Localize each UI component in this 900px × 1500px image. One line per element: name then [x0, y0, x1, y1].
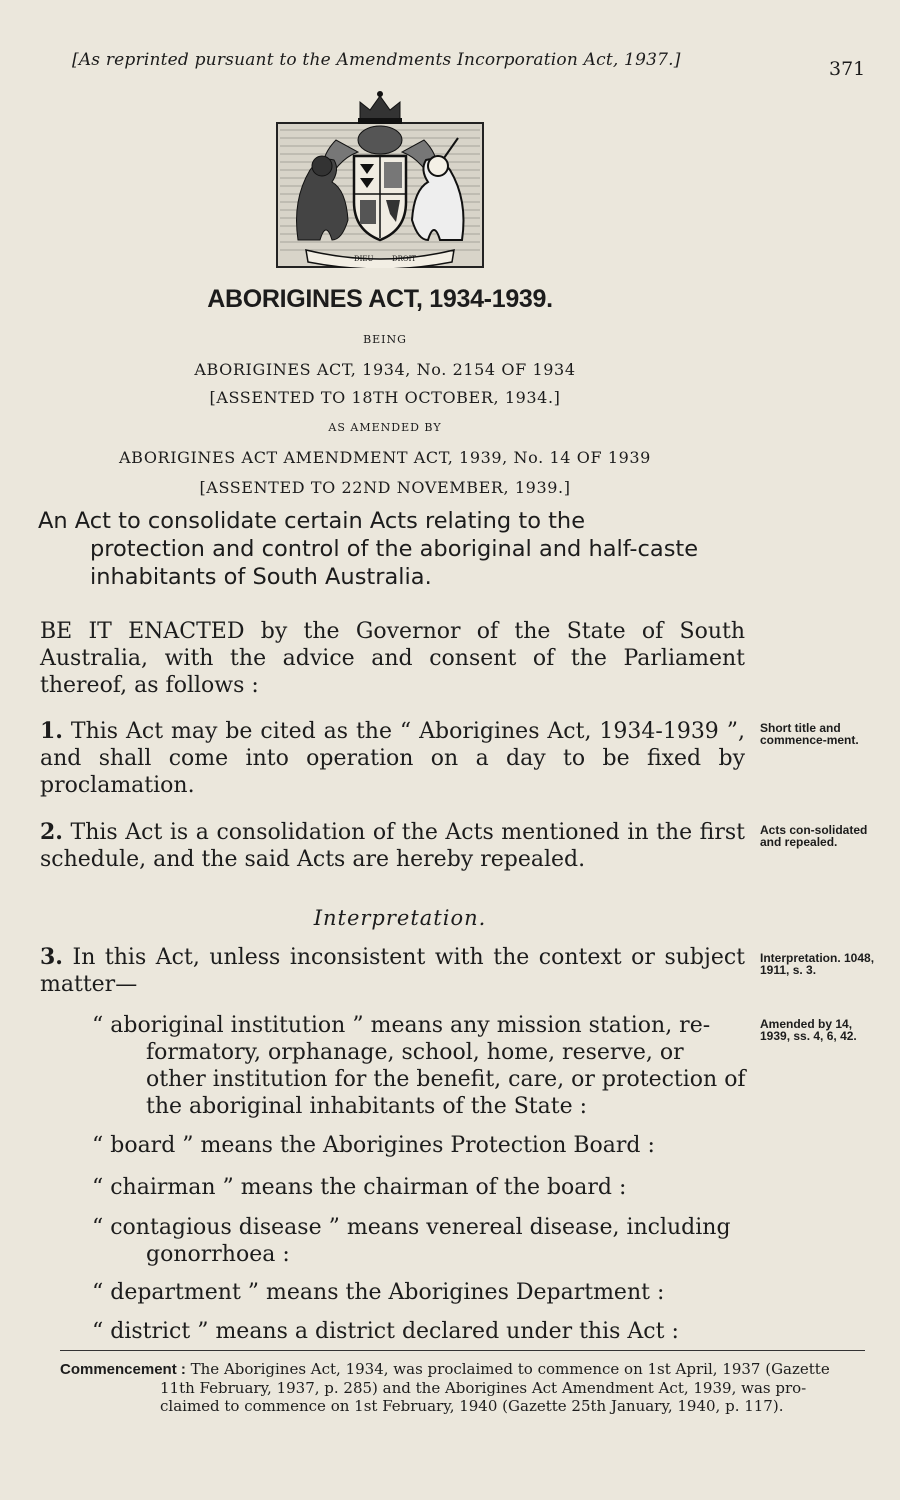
definition-first-line: “ chairman ” means the chairman of the board :: [92, 1175, 627, 1200]
section-2: [40, 819, 745, 873]
section-number: 1.: [40, 718, 63, 744]
act-title: ABORIGINES ACT, 1934-1939.: [207, 285, 553, 313]
motto-left: DIEU: [354, 255, 374, 263]
section-text: This Act is a consolidation of the Acts mentioned in the first schedule, and the said Acts are hereby repealed.: [40, 820, 745, 872]
definition-first-line: “ aboriginal institution ” means any mission station, re-: [92, 1013, 711, 1038]
margin-note-short-title: Short title and commence-ment.: [760, 721, 859, 747]
footnote-line-1: The Aborigines Act, 1934, was proclaimed to commence on 1st April, 1937 (Gazette: [190, 1360, 830, 1378]
long-title-line-3: inhabitants of South Australia.: [90, 564, 432, 590]
footnote-label: Commencement :: [60, 1361, 186, 1378]
section-text: In this Act, unless inconsistent with the context or subject matter—: [40, 945, 746, 997]
footnote-divider: [60, 1350, 865, 1351]
section-text: This Act may be cited as the “ Aborigines Act, 1934-1939 ”, and shall come into operation on a day to be fixed by proclamation.: [40, 719, 745, 798]
long-title-line-1: An Act to consolidate certain Acts relating to the: [38, 508, 586, 534]
original-act-line: ABORIGINES ACT, 1934, No. 2154 OF 1934: [194, 360, 576, 379]
footnote-line-2: 11th February, 1937, p. 285) and the Aborigines Act Amendment Act, 1939, was pro-: [160, 1379, 807, 1397]
amending-act-line: ABORIGINES ACT AMENDMENT ACT, 1939, No. 14 OF 1939: [119, 448, 651, 467]
interpretation-heading: Interpretation.: [313, 906, 487, 930]
definition-board: [92, 1132, 748, 1159]
definition-chairman: [92, 1174, 748, 1201]
section-1: [40, 718, 745, 799]
reprint-note: [As reprinted pursuant to the Amendments Incorporation Act, 1937.]: [72, 50, 681, 70]
as-amended-by-label: AS AMENDED BY: [328, 421, 442, 434]
section-number: 2.: [40, 819, 63, 845]
definition-first-line: “ board ” means the Aborigines Protection Board :: [92, 1133, 655, 1158]
section-3: [40, 944, 745, 998]
original-assent-line: [ASSENTED TO 18TH OCTOBER, 1934.]: [209, 388, 561, 407]
definition-first-line: “ department ” means the Aborigines Department :: [92, 1280, 665, 1305]
definition-district: [92, 1318, 748, 1345]
being-label: BEING: [363, 333, 407, 346]
margin-note-interpretation: Interpretation. 1048, 1911, s. 3.: [760, 951, 875, 977]
enacting-clause: BE IT ENACTED by the Governor of the State of South Australia, with the advice and consent of the Parliament thereof, as follows :: [40, 619, 745, 698]
definition-continuation: gonorrhoea :: [146, 1242, 290, 1267]
page-number: 371: [829, 58, 866, 80]
long-title-line-2: protection and control of the aboriginal and half-caste: [90, 536, 699, 562]
commencement-footnote: [60, 1360, 865, 1415]
margin-note-amended: Amended by 14, 1939, ss. 4, 6, 42.: [760, 1017, 857, 1043]
royal-coat-of-arms-icon: [276, 90, 484, 268]
footnote-line-3: claimed to commence on 1st February, 1940 (Gazette 25th January, 1940, p. 117).: [160, 1397, 784, 1415]
definition-contagious-disease: [92, 1214, 748, 1268]
definition-department: [92, 1279, 748, 1306]
margin-note-consolidated: Acts con-solidated and repealed.: [760, 823, 868, 849]
definition-first-line: “ district ” means a district declared under this Act :: [92, 1319, 679, 1344]
definition-aboriginal-institution: [92, 1012, 748, 1120]
definition-continuation: formatory, orphanage, school, home, reserve, or other institution for the benefit, care, or protection of the aboriginal inhabitants of the State :: [146, 1040, 746, 1119]
amending-assent-line: [ASSENTED TO 22ND NOVEMBER, 1939.]: [199, 478, 571, 497]
section-number: 3.: [40, 944, 63, 970]
definition-first-line: “ contagious disease ” means venereal disease, including: [92, 1215, 731, 1240]
motto-right: DROIT: [392, 255, 417, 263]
long-title: [38, 507, 758, 591]
